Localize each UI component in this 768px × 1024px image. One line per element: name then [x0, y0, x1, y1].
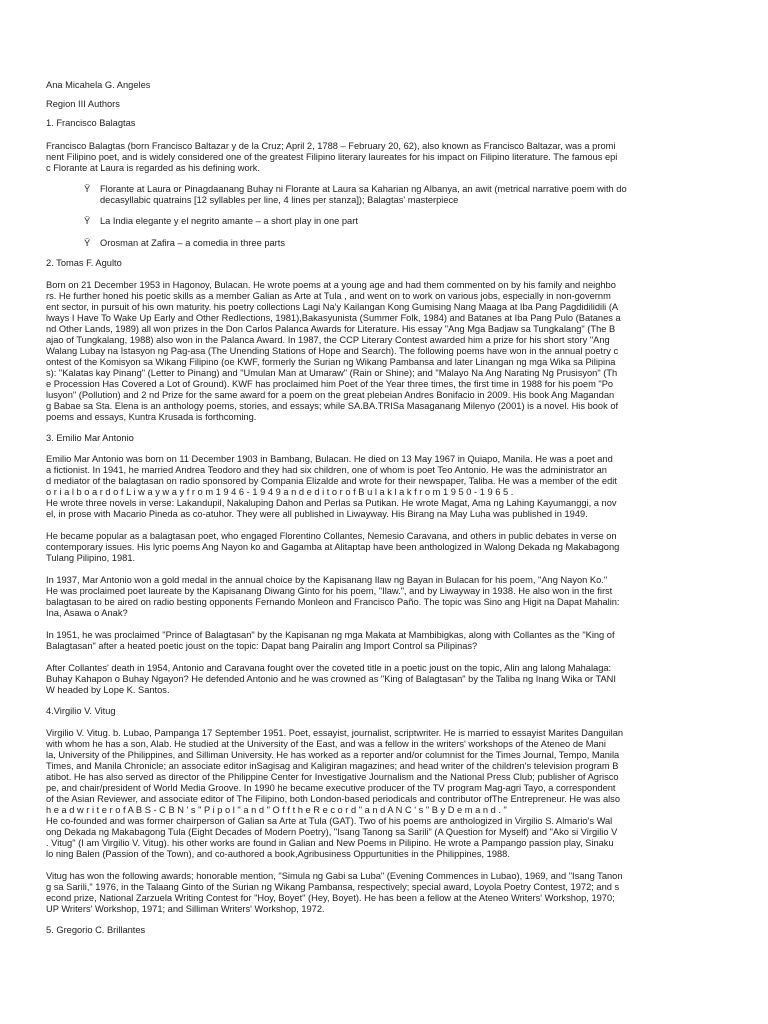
section-heading-balagtas: 1. Francisco Balagtas: [46, 118, 136, 128]
paragraph-line: atibot. He has also served as director of the Philippine Center for Investigative Journalism and the National Press Club; publisher of Agrisco: [46, 772, 619, 782]
paragraph-line: s): "Kalatas kay Pinang" (Letter to Pinang) and "Umulan Man at Umaraw" (Rain or Shine); and "Malayo Na Ang Narating Ng Prusisyon" (Th: [46, 368, 618, 378]
paragraph-line: In 1937, Mar Antonio won a gold medal in the annual choice by the Kapisanang Ilaw ng Bayan in Bulacan for his poem, "Ang Nayon Ko.": [46, 575, 608, 585]
paragraph-line: He became popular as a balagtasan poet, who engaged Florentino Collantes, Nemesio Caravana, and others in public debates in verse on: [46, 531, 617, 541]
section-heading-vitug: 4.Virgilio V. Vitug: [46, 706, 116, 716]
paragraph-line: Buhay Kahapon o Buhay Ngayon? He defended Antonio and he was crowned as "King of Balagtasan" by the Taliba ng Inang Wika or TANI: [46, 674, 616, 684]
paragraph-line: h e a d w r i t e r o f A B S - C B N ' s " P i p o l " a n d " O f f t h e R e c o r d " a n d A N C ' s " B y D e m a n d . ": [46, 805, 507, 815]
paragraph-line: o r i a l b o a r d o f L i w a y w a y f r o m 1 9 4 6 - 1 9 4 9 a n d e d i t o r o f B u l a k l a k f r o m 1 9 5 0 - 1 9 6 5 .: [46, 487, 514, 497]
document-subtitle: Region III Authors: [46, 99, 120, 109]
paragraph-line: After Collantes' death in 1954, Antonio and Caravana fought over the coveted title in a poetic joust on the topic, Alin ang lalong Mahalaga:: [46, 663, 612, 673]
paragraph-line: Virgilio V. Vitug. b. Lubao, Pampanga 17 September 1951. Poet, essayist, journalist, scriptwriter. He is married to essayist Marites Danguilan: [46, 728, 624, 738]
paragraph-line: Francisco Balagtas (born Francisco Baltazar y de la Cruz; April 2, 1788 – February 20, 62), also known as Francisco Baltazar, was a promi: [46, 141, 616, 151]
paragraph-line: d mediator of the balagtasan on radio sponsored by Compania Elizalde and wrote for their newspaper, Taliba. He was a member of the edit: [46, 476, 617, 486]
paragraph-line: W headed by Lope K. Santos.: [46, 685, 170, 695]
paragraph-line: ontest of the Komisyon sa Wikang Filipino (oe KWF, formerly the Surian ng Wikang Pambansa and later Linangan ng mga Wika sa Pilipina: [46, 357, 616, 367]
bullet-text: La India elegante y el negrito amante – a short play in one part: [100, 216, 358, 226]
paragraph-line: Born on 21 December 1953 in Hagonoy, Bulacan. He wrote poems at a young age and had them commented on by his family and neighbo: [46, 280, 616, 290]
paragraph-line: Times, and Manila Chronicle; an associate editor inSagisag and Kaligiran magazines; and head writer of the children's television program B: [46, 761, 619, 771]
section-heading-agulto: 2. Tomas F. Agulto: [46, 258, 122, 268]
paragraph-line: of the Asian Reviewer, and associate editor of The Filipino, both London-based periodicals and contributor ofThe Entrepreneur. He was also: [46, 794, 621, 804]
paragraph-line: g sa Sarili," 1976, in the Talaang Ginto of the Surian ng Wikang Pambansa, respectively; special award, Loyola Poetry Contest, 1972; and s: [46, 882, 620, 892]
paragraph-line: He wrote three novels in verse: Lakandupil, Nakaluping Dahon and Perlas sa Putikan. He wrote Magat, Ama ng Lahing Kayumanggi, a nov: [46, 498, 617, 508]
paragraph-line: a fictionist. In 1941, he married Andrea Teodoro and they had six children, one of whom is poet Teo Antonio. He was the administrator an: [46, 465, 607, 475]
paragraph-line: poems and essays, Kuntra Krusada is forthcoming.: [46, 412, 257, 422]
paragraph-line: lo ning Balen (Passion of the Town), and co-authored a book,Agribusiness Oppurtunities in the Philippines, 1988.: [46, 849, 510, 859]
bullet-marker: Ÿ: [84, 216, 91, 226]
paragraph-line: econd prize, National Zarzuela Writing Contest for "Hoy, Boyet" (Hey, Boyet). He has been a fellow at the Ateneo Writers' Workshop, 1970;: [46, 893, 615, 903]
paragraph-line: In 1951, he was proclaimed "Prince of Balagtasan" by the Kapisanan ng mga Makata at Mambibigkas, along with Collantes as the "King of: [46, 630, 615, 640]
paragraph-line: pe, and chair/president of World Media Groove. In 1990 he became executive producer of the TV program Mag-agri Tayo, a correspondent: [46, 783, 616, 793]
section-heading-brillantes: 5. Gregorio C. Brillantes: [46, 925, 146, 935]
paragraph-line: la, University of the Philippines, and Silliman University. He has worked as a reporter and/or columnist for the Times Journal, Tempo, Manila: [46, 750, 620, 760]
paragraph-line: ong Dekada ng Makabagong Tula (Eight Decades of Modern Poetry), "Isang Tanong sa Sarili" (A Question for Myself) and "Ako si Virgilio V: [46, 827, 618, 837]
paragraph-line: rs. He further honed his poetic skills as a member Galian as Arte at Tula , and went on to work on various jobs, especially in non-governm: [46, 291, 611, 301]
author-name: Ana Micahela G. Angeles: [46, 80, 151, 90]
paragraph-line: ent sector, in pursuit of his own maturity. his poetry collections Lagi Na'y Kailangan Kong Gumising Nang Maaga at Iba Pang Pagdidilidili (A: [46, 302, 619, 312]
paragraph-line: nd Other Lands, 1989) all won prizes in the Don Carlos Palanca Awards for Literature. His essay "Ang Mga Badjaw sa Tungkalang" (The B: [46, 324, 616, 334]
bullet-text: Florante at Laura or Pinagdaanang Buhay ni Florante at Laura sa Kaharian ng Albanya, an awit (metrical narrative poem with do: [100, 184, 627, 194]
paragraph-line: g Babae sa Sta. Elena is an anthology poems, stories, and essays; while SA.BA.TRISa Masaganang Milenyo (2001) is a novel. His book of: [46, 401, 619, 411]
paragraph-line: ajao of Tungkalang, 1988) also won in the Palanca Award. In 1987, the CCP Literary Contest awarded him a prize for his short story "Ang: [46, 335, 610, 345]
paragraph-line: nent Filipino poet, and is widely considered one of the greatest Filipino literary laureates for his impact on Filipino literature. The famous epi: [46, 152, 618, 162]
paragraph-line: contemporary issues. His lyric poems Ang Nayon ko and Gagamba at Alitaptap have been anthologized in Walong Dekada ng Makabagong: [46, 542, 620, 552]
paragraph-line: with whom he has a son, Alab. He studied at the University of the East, and was a fellow in the writers' workshops of the Ateneo de Mani: [46, 739, 606, 749]
paragraph-line: lusyon" (Pollution) and 2 nd Prize for the same award for a poem on the great plebeian Andres Bonifacio in 2009. His book Ang Magandan: [46, 390, 615, 400]
bullet-text: Orosman at Zafira – a comedia in three parts: [100, 238, 285, 248]
paragraph-line: Vitug has won the following awards; honorable mention, "Simula ng Gabi sa Luba" (Evening Commences in Lubao), 1969, and "Isang Tanon: [46, 871, 623, 881]
paragraph-line: Ina, Asawa o Anak?: [46, 608, 128, 618]
paragraph-line: . Vitug" (I am Virgilio V. Vitug). his other works are found in Galian and New Poems in Pilipino. He wrote a Pampango passion play, Sinaku: [46, 838, 614, 848]
paragraph-line: c Florante at Laura is regarded as his defining work.: [46, 163, 260, 173]
paragraph-line: e Procession Has Covered a Lot of Ground). KWF has proclaimed him Poet of the Year three times, the first time in 1988 for his poem "Po: [46, 379, 614, 389]
paragraph-line: Balagtasan" after a heated poetic joust on the topic: Dapat bang Pairalin ang Import Control sa Pilipinas?: [46, 641, 478, 651]
paragraph-line: He co-founded and was former chairperson of Galian sa Arte at Tula (GAT). Two of his poems are anthologized in Virgilio S. Almario's Wal: [46, 816, 613, 826]
paragraph-line: el, in prose with Macario Pineda as co-atuhor. They were all published in Liwayway. His Birang na May Luha was published in 1949.: [46, 509, 588, 519]
paragraph-line: He was proclaimed poet laureate by the Kapisanang Diwang Ginto for his poem, "Ilaw.", and by Liwayway in 1938. He also won in the first: [46, 586, 613, 596]
paragraph-line: Walang Lubay na Istasyon ng Pag-asa (The Unending Stations of Hope and Search). The following poems have won in the annual poetry c: [46, 346, 619, 356]
section-heading-mar-antonio: 3. Emilio Mar Antonio: [46, 433, 134, 443]
paragraph-line: balagtasan to be aired on radio besting opponents Fernando Monleon and Francisco Paño. The topic was Sino ang Higit na Dapat Mahalin:: [46, 597, 620, 607]
paragraph-line: UP Writers' Workshop, 1971; and Silliman Writers' Workshop, 1972.: [46, 904, 325, 914]
paragraph-line: Tulang Pilipino, 1981.: [46, 553, 136, 563]
paragraph-line: lways I Have To Wake Up Early and Other Redlections, 1981),Bakasyunista (Summer Folk, 1984) and Batanes at Iba Pang Pulo (Batanes a: [46, 313, 621, 323]
bullet-marker: Ÿ: [84, 238, 91, 248]
paragraph-line: Emilio Mar Antonio was born on 11 December 1903 in Bambang, Bulacan. He died on 13 May 1967 in Quiapo, Manila. He was a poet and: [46, 454, 613, 464]
bullet-text: decasyllabic quatrains [12 syllables per line, 4 lines per stanza]); Balagtas' masterpiece: [100, 195, 459, 205]
bullet-marker: Ÿ: [84, 184, 91, 194]
